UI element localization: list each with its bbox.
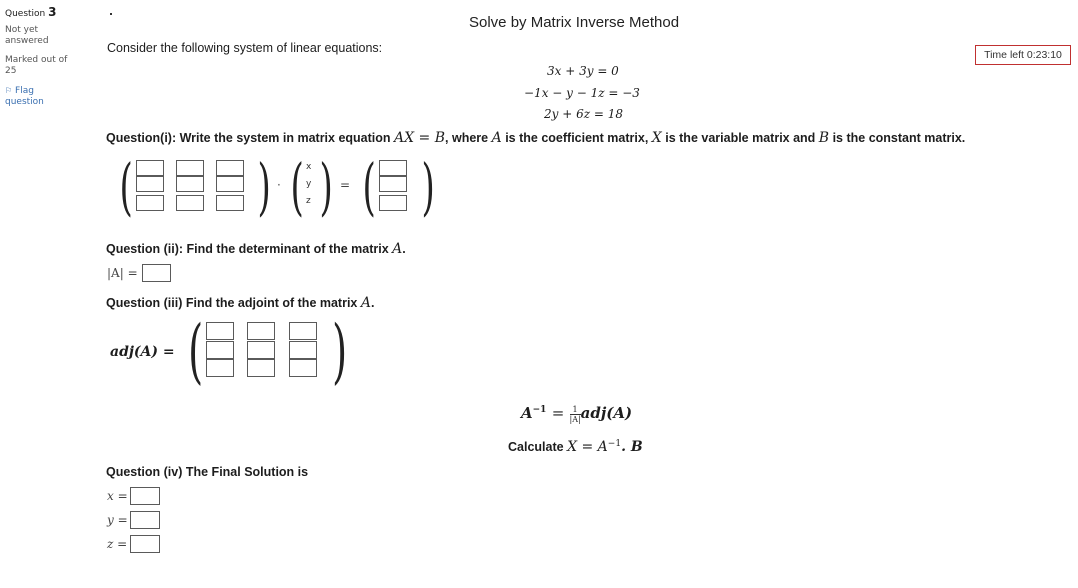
intro-text: Consider the following system of linear equations:: [107, 41, 383, 55]
matrix-a-input-r2c2[interactable]: [176, 176, 204, 192]
multiply-dot: ·: [277, 178, 281, 192]
solution-z-label: z =: [107, 537, 128, 551]
adj-matrix-left-paren: (: [188, 310, 204, 392]
matrix-a-input-r3c1[interactable]: [136, 195, 164, 211]
question-number: Question 3: [5, 5, 57, 19]
matrix-a-input-r1c1[interactable]: [136, 160, 164, 176]
adj-input-r3c2[interactable]: [247, 359, 275, 377]
flag-question-link[interactable]: ⚐ Flag question: [5, 86, 44, 107]
var-x-label: x: [306, 162, 312, 172]
solution-z-input[interactable]: [130, 535, 160, 553]
adj-input-r2c2[interactable]: [247, 341, 275, 359]
time-left-badge: Time left 0:23:10: [975, 45, 1071, 65]
question-status: Not yet answered: [5, 25, 49, 46]
adj-input-r3c3[interactable]: [289, 359, 317, 377]
question-2-prompt: Question (ii): Find the determinant of the matrix A.: [106, 241, 406, 257]
equation-3: 2y + 6z = 18: [544, 107, 624, 121]
adj-input-r2c1[interactable]: [206, 341, 234, 359]
solution-y-label: y =: [107, 513, 128, 527]
adjoint-label: adj(A) =: [110, 344, 175, 360]
adj-input-r1c1[interactable]: [206, 322, 234, 340]
decorative-dot: [110, 13, 112, 15]
adj-input-r1c3[interactable]: [289, 322, 317, 340]
flag-icon: ⚐: [5, 86, 13, 95]
solution-x-label: x =: [107, 489, 128, 503]
question-info-sidebar: [5, 5, 85, 108]
adj-matrix-right-paren: ): [332, 310, 348, 392]
vector-x-right-paren: ): [319, 150, 333, 223]
matrix-a-left-paren: (: [119, 150, 133, 223]
matrix-a-input-r3c3[interactable]: [216, 195, 244, 211]
matrix-a-input-r2c1[interactable]: [136, 176, 164, 192]
var-y-label: y: [306, 179, 312, 189]
determinant-input[interactable]: [142, 264, 171, 282]
adj-input-r1c2[interactable]: [247, 322, 275, 340]
matrix-a-input-r2c3[interactable]: [216, 176, 244, 192]
vector-b-input-1[interactable]: [379, 160, 407, 176]
calculate-instruction: Calculate $X = A^{-1}$. B: [508, 439, 643, 456]
vector-b-input-3[interactable]: [379, 195, 407, 211]
vector-b-right-paren: ): [421, 150, 435, 223]
vector-x-left-paren: (: [290, 150, 304, 223]
solution-y-input[interactable]: [130, 511, 160, 529]
page-title: Solve by Matrix Inverse Method: [469, 14, 680, 31]
matrix-a-input-r1c3[interactable]: [216, 160, 244, 176]
vector-b-left-paren: (: [362, 150, 376, 223]
determinant-label: |A| =: [107, 266, 138, 280]
question-3-prompt: Question (iii) Find the adjoint of the matrix A.: [106, 295, 375, 311]
question-1-prompt: Question(i): Write the system in matrix equation AX = B, where A is the coefficient matrix, X is the variable matrix and B is the constant matrix.: [106, 130, 966, 146]
matrix-a-right-paren: ): [257, 150, 271, 223]
equals-sign: =: [340, 178, 351, 192]
question-grade: Marked out of 25: [5, 55, 68, 76]
question-4-prompt: Question (iv) The Final Solution is: [106, 465, 309, 479]
vector-b-input-2[interactable]: [379, 176, 407, 192]
solution-x-input[interactable]: [130, 487, 160, 505]
matrix-a-input-r3c2[interactable]: [176, 195, 204, 211]
adj-input-r3c1[interactable]: [206, 359, 234, 377]
inverse-formula: $A^{-1}$ = $\frac{1}{|A|}$ adj(A): [521, 404, 633, 424]
var-z-label: z: [306, 196, 311, 206]
matrix-a-input-r1c2[interactable]: [176, 160, 204, 176]
equation-2: −1x − y − 1z = −3: [524, 86, 640, 100]
equation-1: 3x + 3y = 0: [547, 64, 619, 78]
adj-input-r2c3[interactable]: [289, 341, 317, 359]
